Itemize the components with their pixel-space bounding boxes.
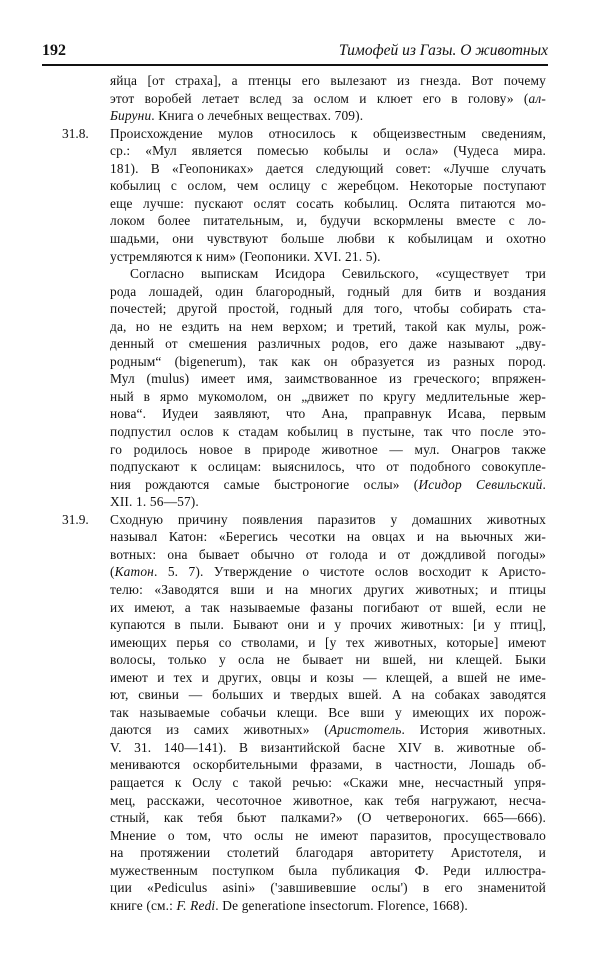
text-line [110,195,546,213]
text-line [110,388,546,406]
running-title: Тимофей из Газы. О животных [338,42,548,59]
text-segment: этот воробей летает вслед за ослом и клюет его в голову» ( [110,90,529,106]
text-segment: Сходную причину появления паразитов у домашних животных [110,511,546,527]
text-line [110,300,546,318]
text-segment: называл Катон: «Берегись чесотки на овцах и на вьючных жи- [110,529,546,545]
text-segment: . История животных. [401,722,546,738]
text-line [110,476,546,494]
text-segment: кобылиц с ослом, чем ослицу с жеребцом. Некоторые поступают [110,178,546,194]
text-segment: даются из самих животных» ( [110,722,329,738]
text-segment: ции «Pediculus asini» ('завшивевшие ослы') в его знаменитой [110,880,546,896]
text-segment: книге (см.: [110,897,177,913]
text-segment: V. 31. 140—141). В византийской басне XIV в. животные об- [110,739,546,755]
italic-citation: Исидор Севильский [418,476,543,492]
text-segment: почестей; другой простой, годный для того, чтобы собирать ста- [110,301,546,317]
text-line [110,212,546,230]
text-line [110,862,546,880]
text-line [110,686,546,704]
text-segment: шадьми, они чувствуют больше любви к кобылицам и охотно [110,230,546,246]
text-segment: ный в ярмо мукомолом, он „движет по кругу медлительные жер- [110,388,546,404]
text-segment: Происхождение мулов относилось к общеизвестным сведениям, [110,125,546,141]
text-segment: стный, как тебя бьют палками?» (О четвероногих. 665—666). [110,810,546,826]
text-line [110,756,546,774]
text-segment: купаются в пыли. Бывают они и у прочих животных: [и у птиц], [110,617,546,633]
text-segment: рода лошадей, один благородный, годный для битв и воздания [110,283,546,299]
text-line [110,230,546,248]
page-number: 192 [42,42,66,59]
text-line [110,563,546,581]
text-line [110,792,546,810]
text-segment: мениваются оскорбительными фразами, в частности, Лошадь об- [110,757,546,773]
text-segment: ср.: «Мул является помесью кобылы и осла» (Чудеса мира. [110,143,546,159]
text-line [110,353,546,371]
note-number: 31.9. [62,511,89,527]
text-line [110,177,546,195]
text-line [110,528,546,546]
text-segment: еще лучше: пускают ослят сосать кобылиц. Ослята питаются мо- [110,195,546,211]
text-segment: волосы, только у осла не бывает ни вшей, ни клещей. Быки [110,652,546,668]
text-line [110,581,546,599]
text-segment: телю: «Заводятся вши и на многих других животных; и птицы [110,581,546,597]
text-segment: на протяжении столетий благодаря авторитету Аристотеля, и [110,845,546,861]
text-segment: подпускают к ослицам: выяснилось, что от подобного совокупле- [110,459,546,475]
text-segment: их имеют, а так называемые фазаны погибают от вшей, если не [110,599,546,615]
italic-citation: F. Redi [176,897,216,913]
text-segment: нова“. Иудеи заявляют, что Ана, праправнук Исава, первым [110,406,546,422]
text-segment: подпустил ослов к стадам кобылиц в пустыне, так что после это- [110,424,546,439]
text-segment: яйца [от страха], а птенцы его вылезают из гнезда. Вот почему [110,73,546,88]
text-line [110,704,546,722]
text-segment: мец, расскажи, чесоточное животное, как тебя нагружают, несча- [110,792,546,808]
text-segment: Мнение о том, что ослы не имеют паразитов, просуществовало [110,827,546,843]
text-line [110,897,546,915]
text-line [110,827,546,845]
text-line [110,546,546,564]
italic-citation: Бируни [110,108,152,124]
text-line [110,283,546,301]
text-line [110,335,546,353]
text-line [110,669,546,687]
text-line [110,809,546,827]
text-line [110,616,546,634]
text-segment: XII. 1. 56—57). [110,494,199,510]
text-segment: . Книга о лечебных веществах. 709). [151,108,364,124]
text-segment: го родилось новое в природе животное — мул. Онагров также [110,441,546,457]
text-line [110,599,546,617]
text-line [110,651,546,669]
italic-citation: Катон [114,564,154,580]
text-line [110,493,546,511]
text-line [110,142,546,160]
text-segment: локом более питательным, и, будучи вскормлены вместе с ло- [110,213,546,229]
text-segment: ращается к Ослу с такой речью: «Скажи мне, несчастный упря- [110,775,546,790]
text-segment: родным“ (bigenerum), так как он образуется из разных пород. [110,353,546,369]
text-line [110,125,546,143]
text-segment: мужественным поступком была публикация Ф. Реди иллюстра- [110,862,546,878]
text-segment: 181). В «Геопониках» дается следующий совет: «Лучше случать [110,160,546,176]
text-line [110,405,546,423]
text-line [110,739,546,757]
text-segment: . De generatione insectorum. Florence, 1668). [215,897,468,913]
text-line [110,248,546,266]
header-rule [42,64,548,66]
text-line [110,844,546,862]
text-line [110,511,546,529]
italic-citation: Аристотель [328,722,402,738]
note-number: 31.8. [62,125,89,141]
text-segment: . 5. 7). Утверждение о чистоте ослов восходит к Аристо- [153,564,546,580]
text-line [110,90,546,108]
text-segment: ния рождаются самые быстроногие ослы» ( [110,476,419,492]
text-line [110,370,546,388]
text-line [110,634,546,652]
text-segment: вотных: она бывает обычно от голода и от дождливой погоды» [110,546,546,562]
text-segment: ют, свиньи — больших и твердых вшей. А на собаках заводятся [110,687,546,703]
text-segment: Согласно выпискам Исидора Севильского, «существует три [130,266,546,282]
text-line [110,318,546,336]
text-segment: да, но не ездить на нем верхом; и третий, такой как мулы, рож- [110,318,546,334]
text-segment: имеют и тех и других, овцы и козы — клещей, а вшей не име- [110,669,546,685]
text-line [110,879,546,897]
text-line [110,72,546,90]
text-line [110,160,546,178]
text-segment: денный от смешения различных родов, его даже называют „дву- [110,336,546,352]
text-line [110,441,546,459]
text-line [110,423,546,441]
text-segment: устремляются к ним» (Геопоники. XVI. 21. 5). [110,248,381,264]
text-segment: . [542,476,546,492]
text-line [110,458,546,476]
text-line [110,721,546,739]
text-line [130,265,546,283]
text-line [110,107,546,125]
text-segment: ( [110,564,115,580]
text-segment: имеющих перья со стволами, и [у тех животных, которые] имеют [110,634,546,650]
text-line [110,774,546,792]
text-segment: Мул (mulus) имеет имя, заимствованное из греческого; впряжен- [110,371,546,387]
text-segment: так называемые собачьи клещи. Все вши у имеющих их порож- [110,704,546,720]
italic-citation: ал- [528,90,546,106]
